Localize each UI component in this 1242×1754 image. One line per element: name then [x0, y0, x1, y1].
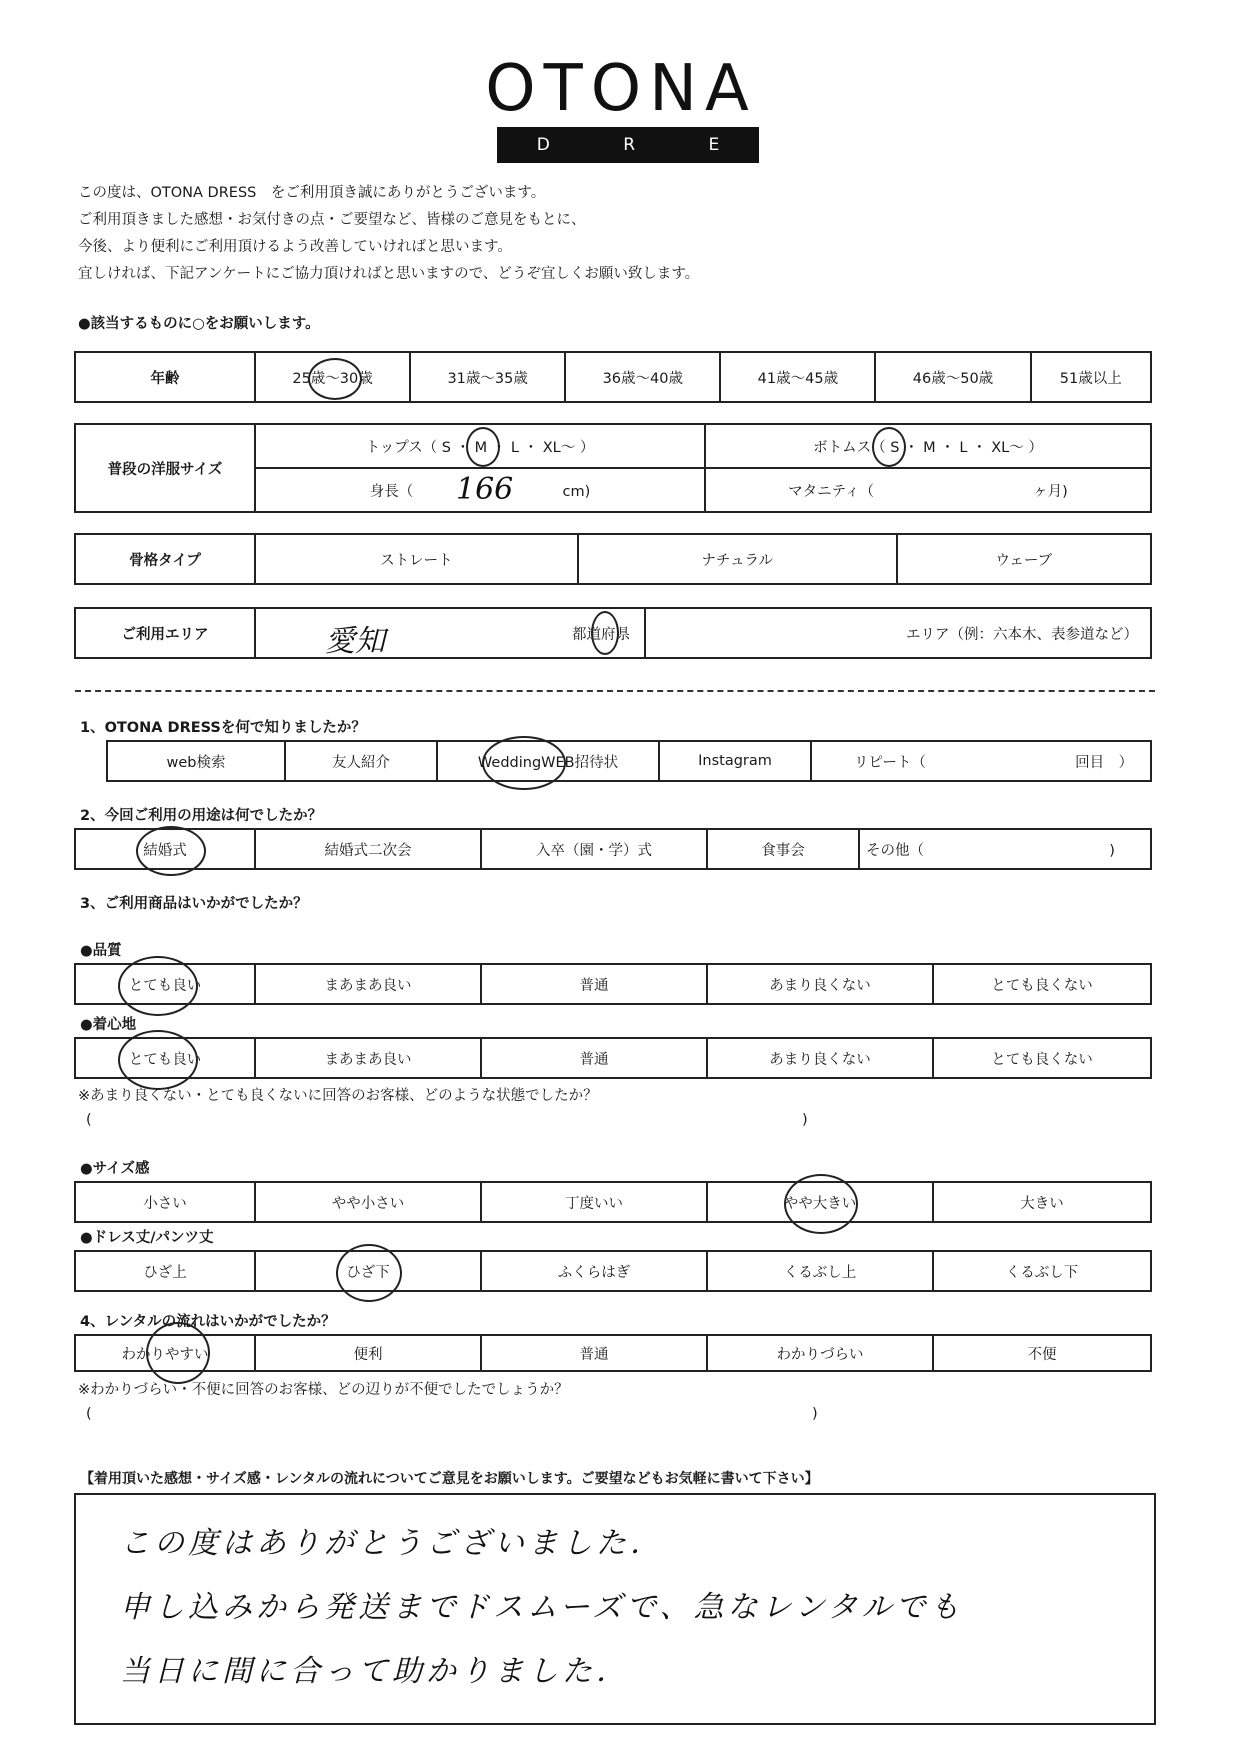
- area-hint: エリア（例：六本木、表参道など）: [906, 626, 1138, 643]
- height-handwritten: 166: [456, 472, 514, 507]
- q2-other[interactable]: [859, 829, 1151, 869]
- intro-text: [78, 180, 699, 288]
- area-field[interactable]: [645, 608, 1151, 658]
- quality-option[interactable]: あまり良くない: [707, 964, 933, 1004]
- area-label: ご利用エリア: [75, 608, 255, 658]
- divider: [75, 690, 1155, 692]
- comment-title: 【着用頂いた感想・サイズ感・レンタルの流れについてご意見をお願いします。ご要望などもお気軽に書いて下さい】: [80, 1471, 819, 1487]
- repeat-label: リピート（: [854, 754, 926, 771]
- q4-title: 4、レンタルの流れはいかがでしたか？: [80, 1314, 336, 1330]
- quality-label: ●品質: [80, 943, 122, 959]
- selection-circle: [146, 1322, 210, 1384]
- age-option[interactable]: 41歳〜45歳: [720, 352, 875, 402]
- prefecture-suffix: 都道府県: [572, 626, 630, 643]
- fit-option[interactable]: やや小さい: [255, 1182, 481, 1222]
- logo-text: OTONA: [485, 52, 757, 126]
- q4-note: ※わかりづらい・不便に回答のお客様、どの辺りが不便でしたでしょうか？: [78, 1382, 569, 1398]
- q4-paren-close: ): [812, 1406, 818, 1422]
- q1-option[interactable]: WeddingWEB招待状: [437, 741, 659, 781]
- intro-line: 宜しければ、下記アンケートにご協力頂ければと思いますので、どうぞ宜しくお願い致します。: [78, 266, 700, 282]
- fit-option[interactable]: 丁度いい: [481, 1182, 707, 1222]
- comfort-table: [74, 1037, 1152, 1079]
- comfort-option[interactable]: まあまあ良い: [255, 1038, 481, 1078]
- length-option[interactable]: くるぶし下: [933, 1251, 1151, 1291]
- comfort-option[interactable]: とても良い: [75, 1038, 255, 1078]
- length-option[interactable]: ひざ上: [75, 1251, 255, 1291]
- selection-circle: [466, 427, 500, 467]
- q4-paren-open: (: [86, 1406, 92, 1422]
- fit-table: [74, 1181, 1152, 1223]
- repeat-count-label: 回目 ）: [1075, 754, 1134, 771]
- quality-table: [74, 963, 1152, 1005]
- comfort-label: ●着心地: [80, 1017, 137, 1033]
- maternity-unit: ヶ月): [1033, 483, 1068, 500]
- q4-table: [74, 1334, 1152, 1372]
- selection-circle: [591, 611, 619, 655]
- selection-circle: [482, 736, 566, 790]
- q1-repeat[interactable]: [811, 741, 1151, 781]
- q2-option[interactable]: 結婚式二次会: [255, 829, 481, 869]
- fit-label: ●サイズ感: [80, 1161, 150, 1177]
- instruction: ●該当するものに○をお願いします。: [78, 316, 320, 332]
- intro-line: この度は、OTONA DRESS をご利用頂き誠にありがとうございます。: [78, 185, 546, 201]
- selection-circle: [308, 358, 362, 400]
- comment-line: この度はありがとうございました．: [120, 1526, 664, 1561]
- bottoms-size[interactable]: ボトムス（ S ・ M ・ L ・ XL〜 ）: [705, 424, 1151, 468]
- comfort-paren-open: (: [86, 1112, 92, 1128]
- selection-circle: [336, 1244, 402, 1302]
- comfort-option[interactable]: 普通: [481, 1038, 707, 1078]
- comfort-note: ※あまり良くない・とても良くないに回答のお客様、どのような状態でしたか？: [78, 1088, 598, 1104]
- comment-line: 当日に間に合って助かりました．: [120, 1654, 630, 1689]
- selection-circle: [118, 1030, 198, 1090]
- quality-option[interactable]: とても良くない: [933, 964, 1151, 1004]
- comfort-option[interactable]: とても良くない: [933, 1038, 1151, 1078]
- selection-circle: [872, 427, 906, 467]
- age-option[interactable]: 46歳〜50歳: [875, 352, 1030, 402]
- fit-option[interactable]: 大きい: [933, 1182, 1151, 1222]
- length-table: [74, 1250, 1152, 1292]
- maternity-field[interactable]: [705, 468, 1151, 512]
- q1-title: 1、OTONA DRESSを何で知りましたか？: [80, 720, 366, 736]
- comment-line: 申し込みから発送までドスムーズで、急なレンタルでも: [120, 1590, 964, 1625]
- comfort-option[interactable]: あまり良くない: [707, 1038, 933, 1078]
- age-option[interactable]: 31歳〜35歳: [410, 352, 565, 402]
- quality-option[interactable]: まあまあ良い: [255, 964, 481, 1004]
- q1-option[interactable]: Instagram: [659, 741, 811, 781]
- maternity-label: マタニティ（: [788, 483, 874, 500]
- intro-line: ご利用頂きました感想・お気付きの点・ご要望など、皆様のご意見をもとに、: [78, 212, 586, 228]
- tops-size[interactable]: トップス（ S ・ M ・ L ・ XL〜 ）: [255, 424, 705, 468]
- logo-subbar: D R E S S: [497, 127, 759, 163]
- comfort-paren-close: ): [802, 1112, 808, 1128]
- age-option[interactable]: 51歳以上: [1031, 352, 1151, 402]
- q4-option[interactable]: わかりやすい: [75, 1335, 255, 1371]
- prefecture-field[interactable]: [255, 608, 645, 658]
- q2-table: [74, 828, 1152, 870]
- prefecture-handwritten: 愛知: [325, 624, 385, 659]
- quality-option[interactable]: とても良い: [75, 964, 255, 1004]
- length-option[interactable]: ふくらはぎ: [481, 1251, 707, 1291]
- q1-table: [106, 740, 1152, 782]
- body-type-table: [74, 533, 1152, 585]
- height-label: 身長（: [369, 483, 414, 500]
- body-type-label: 骨格タイプ: [75, 534, 255, 584]
- q4-option[interactable]: わかりづらい: [707, 1335, 933, 1371]
- size-label: 普段の洋服サイズ: [75, 424, 255, 512]
- selection-circle: [784, 1174, 858, 1234]
- q2-option[interactable]: 結婚式: [75, 829, 255, 869]
- length-option[interactable]: ひざ下: [255, 1251, 481, 1291]
- size-table: [74, 423, 1152, 513]
- age-label: 年齢: [75, 352, 255, 402]
- q3-title: 3、ご利用商品はいかがでしたか？: [80, 896, 308, 912]
- intro-line: 今後、より便利にご利用頂けるよう改善していければと思います。: [78, 239, 512, 255]
- q2-option[interactable]: 食事会: [707, 829, 859, 869]
- other-label: その他（: [866, 842, 924, 859]
- other-close: ): [1109, 842, 1115, 859]
- q4-option[interactable]: 普通: [481, 1335, 707, 1371]
- height-unit: cm): [562, 483, 591, 500]
- q1-option[interactable]: 友人紹介: [285, 741, 437, 781]
- length-label: ●ドレス丈/パンツ丈: [80, 1230, 214, 1246]
- q1-option[interactable]: web検索: [107, 741, 285, 781]
- q2-title: 2、今回ご利用の用途は何でしたか？: [80, 808, 323, 824]
- fit-option[interactable]: 小さい: [75, 1182, 255, 1222]
- selection-circle: [118, 956, 198, 1016]
- body-type-option[interactable]: ナチュラル: [578, 534, 897, 584]
- body-type-option[interactable]: ウェーブ: [897, 534, 1151, 584]
- q4-option[interactable]: 不便: [933, 1335, 1151, 1371]
- age-option[interactable]: 36歳〜40歳: [565, 352, 720, 402]
- quality-option[interactable]: 普通: [481, 964, 707, 1004]
- length-option[interactable]: くるぶし上: [707, 1251, 933, 1291]
- q2-option[interactable]: 入卒（園・学）式: [481, 829, 707, 869]
- fit-option[interactable]: やや大きい: [707, 1182, 933, 1222]
- age-option[interactable]: 25歳〜30歳: [255, 352, 410, 402]
- body-type-option[interactable]: ストレート: [255, 534, 578, 584]
- selection-circle: [136, 826, 206, 876]
- q4-option[interactable]: 便利: [255, 1335, 481, 1371]
- age-table: [74, 351, 1152, 403]
